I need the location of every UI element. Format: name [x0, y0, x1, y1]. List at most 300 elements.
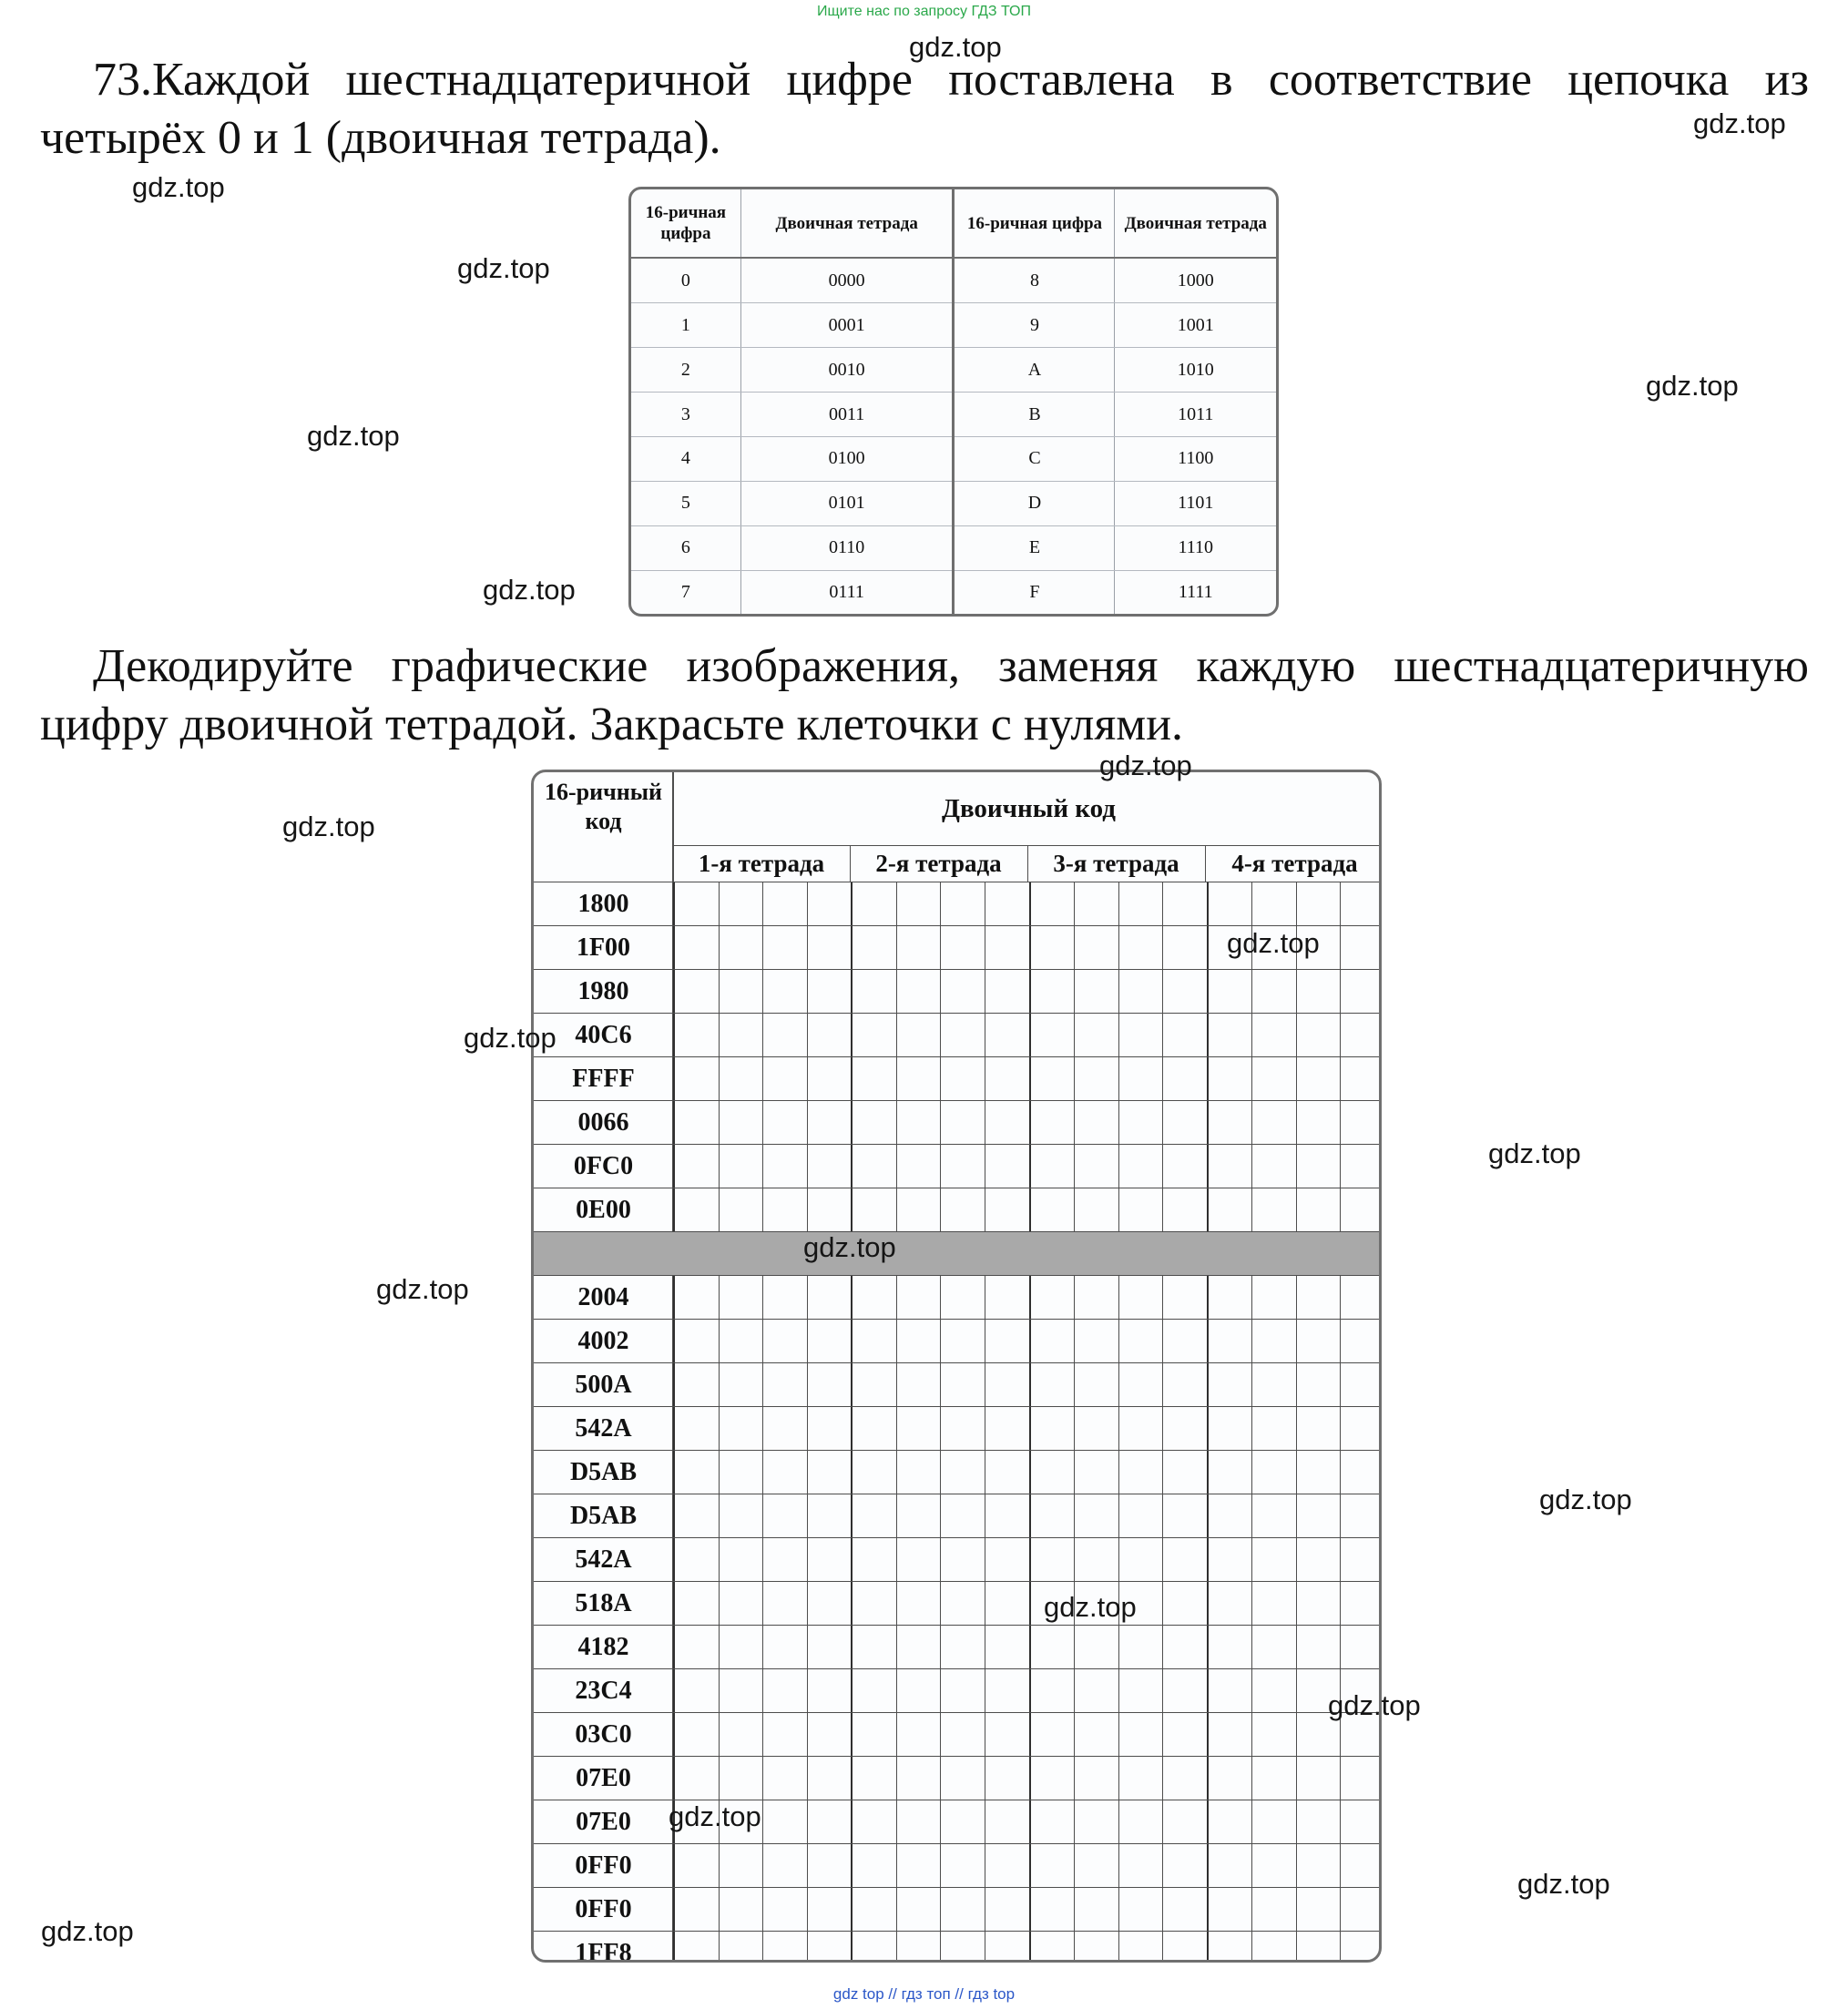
grid-cell[interactable] — [762, 1145, 807, 1188]
grid-cell[interactable] — [807, 1582, 852, 1625]
grid-cell[interactable] — [762, 1101, 807, 1144]
grid-cell[interactable] — [940, 926, 985, 969]
grid-cell[interactable] — [1074, 1276, 1118, 1319]
grid-cell[interactable] — [1207, 1451, 1252, 1494]
grid-cell[interactable] — [851, 1451, 896, 1494]
grid-cell[interactable] — [673, 1101, 719, 1144]
grid-cell[interactable] — [940, 1188, 985, 1231]
grid-cell[interactable] — [807, 1888, 852, 1931]
grid-cell[interactable] — [1118, 1757, 1163, 1800]
grid-cell[interactable] — [1074, 1757, 1118, 1800]
grid-cell[interactable] — [851, 1800, 896, 1843]
grid-cell[interactable] — [1251, 1363, 1296, 1406]
grid-cell[interactable] — [1118, 1538, 1163, 1581]
grid-cell[interactable] — [1074, 1014, 1118, 1056]
grid-cell[interactable] — [1340, 1101, 1382, 1144]
grid-cell[interactable] — [1340, 1844, 1382, 1887]
grid-cell[interactable] — [1118, 1320, 1163, 1362]
grid-cell[interactable] — [762, 926, 807, 969]
grid-cell[interactable] — [1162, 1188, 1207, 1231]
grid-cell[interactable] — [807, 1669, 852, 1712]
grid-cell[interactable] — [1162, 1145, 1207, 1188]
grid-cell[interactable] — [940, 1626, 985, 1668]
grid-cell[interactable] — [940, 1320, 985, 1362]
grid-cell[interactable] — [673, 970, 719, 1013]
grid-cell[interactable] — [807, 970, 852, 1013]
grid-cell[interactable] — [1251, 1757, 1296, 1800]
grid-cell[interactable] — [1162, 1363, 1207, 1406]
grid-cell[interactable] — [896, 1757, 941, 1800]
grid-cell[interactable] — [1074, 1407, 1118, 1450]
grid-cell[interactable] — [985, 1363, 1029, 1406]
grid-cell[interactable] — [940, 882, 985, 925]
grid-cell[interactable] — [1207, 1188, 1252, 1231]
grid-cell[interactable] — [940, 1800, 985, 1843]
grid-cell[interactable] — [1296, 1363, 1341, 1406]
grid-cell[interactable] — [1162, 1932, 1207, 1963]
grid-cell[interactable] — [807, 1320, 852, 1362]
grid-cell[interactable] — [985, 1014, 1029, 1056]
grid-cell[interactable] — [896, 1494, 941, 1537]
grid-cell[interactable] — [1340, 1757, 1382, 1800]
grid-cell[interactable] — [1207, 1363, 1252, 1406]
grid-cell[interactable] — [851, 1057, 896, 1100]
grid-cell[interactable] — [940, 1757, 985, 1800]
grid-cell[interactable] — [896, 970, 941, 1013]
grid-cell[interactable] — [762, 1188, 807, 1231]
grid-cell[interactable] — [1162, 1757, 1207, 1800]
grid-cell[interactable] — [851, 1669, 896, 1712]
grid-cell[interactable] — [762, 1276, 807, 1319]
grid-cell[interactable] — [807, 1713, 852, 1756]
grid-cell[interactable] — [851, 1626, 896, 1668]
grid-cell[interactable] — [1162, 1800, 1207, 1843]
grid-cell[interactable] — [1340, 970, 1382, 1013]
grid-cell[interactable] — [896, 926, 941, 969]
grid-cell[interactable] — [851, 1888, 896, 1931]
grid-cell[interactable] — [1162, 1844, 1207, 1887]
grid-cell[interactable] — [1207, 1101, 1252, 1144]
grid-cell[interactable] — [1029, 1888, 1075, 1931]
grid-cell[interactable] — [762, 1582, 807, 1625]
grid-cell[interactable] — [1207, 1494, 1252, 1537]
grid-cell[interactable] — [1162, 1057, 1207, 1100]
grid-cell[interactable] — [1029, 1800, 1075, 1843]
grid-cell[interactable] — [896, 1582, 941, 1625]
grid-cell[interactable] — [719, 1582, 763, 1625]
grid-cell[interactable] — [985, 1844, 1029, 1887]
grid-cell[interactable] — [1251, 1276, 1296, 1319]
grid-cell[interactable] — [807, 882, 852, 925]
grid-cell[interactable] — [807, 1407, 852, 1450]
grid-cell[interactable] — [762, 1320, 807, 1362]
grid-cell[interactable] — [940, 1582, 985, 1625]
grid-cell[interactable] — [807, 1757, 852, 1800]
grid-cell[interactable] — [1207, 1669, 1252, 1712]
grid-cell[interactable] — [985, 1320, 1029, 1362]
grid-cell[interactable] — [1162, 1669, 1207, 1712]
grid-cell[interactable] — [1162, 1713, 1207, 1756]
grid-cell[interactable] — [1029, 1145, 1075, 1188]
grid-cell[interactable] — [1340, 1276, 1382, 1319]
grid-cell[interactable] — [807, 1538, 852, 1581]
grid-cell[interactable] — [719, 1320, 763, 1362]
grid-cell[interactable] — [851, 882, 896, 925]
grid-cell[interactable] — [1207, 1407, 1252, 1450]
grid-cell[interactable] — [985, 1669, 1029, 1712]
grid-cell[interactable] — [673, 882, 719, 925]
grid-cell[interactable] — [1340, 1363, 1382, 1406]
grid-cell[interactable] — [1296, 1451, 1341, 1494]
grid-cell[interactable] — [1296, 1800, 1341, 1843]
grid-cell[interactable] — [807, 1494, 852, 1537]
grid-cell[interactable] — [807, 926, 852, 969]
grid-cell[interactable] — [1074, 1145, 1118, 1188]
grid-cell[interactable] — [896, 1713, 941, 1756]
grid-cell[interactable] — [985, 1057, 1029, 1100]
grid-cell[interactable] — [851, 1494, 896, 1537]
grid-cell[interactable] — [896, 1145, 941, 1188]
grid-cell[interactable] — [851, 1713, 896, 1756]
grid-cell[interactable] — [1340, 1057, 1382, 1100]
grid-cell[interactable] — [1340, 1407, 1382, 1450]
grid-cell[interactable] — [1207, 1057, 1252, 1100]
grid-cell[interactable] — [1074, 1538, 1118, 1581]
grid-cell[interactable] — [1118, 1451, 1163, 1494]
grid-cell[interactable] — [719, 1932, 763, 1963]
grid-cell[interactable] — [1118, 1014, 1163, 1056]
grid-cell[interactable] — [719, 882, 763, 925]
grid-cell[interactable] — [1251, 1494, 1296, 1537]
grid-cell[interactable] — [1207, 1932, 1252, 1963]
grid-cell[interactable] — [1162, 1451, 1207, 1494]
grid-cell[interactable] — [673, 1582, 719, 1625]
grid-cell[interactable] — [1074, 1101, 1118, 1144]
grid-cell[interactable] — [1251, 1101, 1296, 1144]
grid-cell[interactable] — [673, 1014, 719, 1056]
grid-cell[interactable] — [1207, 970, 1252, 1013]
grid-cell[interactable] — [719, 1538, 763, 1581]
grid-cell[interactable] — [673, 926, 719, 969]
grid-cell[interactable] — [1118, 926, 1163, 969]
grid-cell[interactable] — [1162, 1101, 1207, 1144]
grid-cell[interactable] — [1029, 1363, 1075, 1406]
grid-cell[interactable] — [940, 1844, 985, 1887]
grid-cell[interactable] — [1207, 1800, 1252, 1843]
grid-cell[interactable] — [807, 1188, 852, 1231]
grid-cell[interactable] — [940, 970, 985, 1013]
grid-cell[interactable] — [1074, 1188, 1118, 1231]
grid-cell[interactable] — [1251, 1188, 1296, 1231]
grid-cell[interactable] — [719, 1014, 763, 1056]
grid-cell[interactable] — [673, 1276, 719, 1319]
grid-cell[interactable] — [1029, 1757, 1075, 1800]
grid-cell[interactable] — [985, 1626, 1029, 1668]
grid-cell[interactable] — [851, 1101, 896, 1144]
grid-cell[interactable] — [762, 1014, 807, 1056]
grid-cell[interactable] — [1296, 1057, 1341, 1100]
grid-cell[interactable] — [1118, 1932, 1163, 1963]
grid-cell[interactable] — [1296, 1407, 1341, 1450]
grid-cell[interactable] — [985, 1276, 1029, 1319]
grid-cell[interactable] — [851, 1757, 896, 1800]
grid-cell[interactable] — [1029, 1626, 1075, 1668]
grid-cell[interactable] — [985, 1757, 1029, 1800]
grid-cell[interactable] — [851, 1538, 896, 1581]
grid-cell[interactable] — [1074, 926, 1118, 969]
grid-cell[interactable] — [719, 1101, 763, 1144]
grid-cell[interactable] — [1296, 1101, 1341, 1144]
grid-cell[interactable] — [1074, 882, 1118, 925]
grid-cell[interactable] — [985, 1188, 1029, 1231]
grid-cell[interactable] — [1118, 1713, 1163, 1756]
grid-cell[interactable] — [762, 1713, 807, 1756]
grid-cell[interactable] — [1162, 1014, 1207, 1056]
grid-cell[interactable] — [1207, 1014, 1252, 1056]
grid-cell[interactable] — [1296, 1188, 1341, 1231]
grid-cell[interactable] — [896, 1800, 941, 1843]
grid-cell[interactable] — [1074, 1713, 1118, 1756]
grid-cell[interactable] — [1029, 1538, 1075, 1581]
grid-cell[interactable] — [1074, 1494, 1118, 1537]
grid-cell[interactable] — [985, 1101, 1029, 1144]
grid-cell[interactable] — [1340, 1932, 1382, 1963]
grid-cell[interactable] — [1118, 970, 1163, 1013]
grid-cell[interactable] — [940, 1669, 985, 1712]
grid-cell[interactable] — [1162, 1626, 1207, 1668]
grid-cell[interactable] — [673, 1713, 719, 1756]
grid-cell[interactable] — [851, 1276, 896, 1319]
grid-cell[interactable] — [719, 1713, 763, 1756]
grid-cell[interactable] — [807, 1014, 852, 1056]
grid-cell[interactable] — [1118, 1494, 1163, 1537]
grid-cell[interactable] — [1340, 1626, 1382, 1668]
grid-cell[interactable] — [851, 1188, 896, 1231]
grid-cell[interactable] — [940, 1932, 985, 1963]
grid-cell[interactable] — [940, 1713, 985, 1756]
grid-cell[interactable] — [673, 1145, 719, 1188]
grid-cell[interactable] — [673, 1363, 719, 1406]
grid-cell[interactable] — [851, 1145, 896, 1188]
grid-cell[interactable] — [851, 1363, 896, 1406]
grid-cell[interactable] — [1296, 1145, 1341, 1188]
grid-cell[interactable] — [762, 1451, 807, 1494]
grid-cell[interactable] — [940, 1363, 985, 1406]
grid-cell[interactable] — [1074, 1626, 1118, 1668]
grid-cell[interactable] — [940, 1407, 985, 1450]
grid-cell[interactable] — [985, 1582, 1029, 1625]
grid-cell[interactable] — [1118, 1363, 1163, 1406]
grid-cell[interactable] — [762, 1363, 807, 1406]
grid-cell[interactable] — [896, 882, 941, 925]
grid-cell[interactable] — [1340, 1888, 1382, 1931]
grid-cell[interactable] — [1340, 926, 1382, 969]
grid-cell[interactable] — [851, 1014, 896, 1056]
grid-cell[interactable] — [1118, 1407, 1163, 1450]
grid-cell[interactable] — [673, 1407, 719, 1450]
grid-cell[interactable] — [762, 1932, 807, 1963]
grid-cell[interactable] — [1029, 1188, 1075, 1231]
grid-cell[interactable] — [1029, 1101, 1075, 1144]
grid-cell[interactable] — [1162, 1494, 1207, 1537]
grid-cell[interactable] — [896, 1276, 941, 1319]
grid-cell[interactable] — [1207, 1888, 1252, 1931]
grid-cell[interactable] — [1029, 1276, 1075, 1319]
grid-cell[interactable] — [1251, 1669, 1296, 1712]
grid-cell[interactable] — [1029, 970, 1075, 1013]
grid-cell[interactable] — [1340, 1451, 1382, 1494]
grid-cell[interactable] — [1340, 1320, 1382, 1362]
grid-cell[interactable] — [719, 1145, 763, 1188]
grid-cell[interactable] — [762, 1800, 807, 1843]
grid-cell[interactable] — [1029, 1494, 1075, 1537]
grid-cell[interactable] — [896, 1669, 941, 1712]
grid-cell[interactable] — [1251, 1888, 1296, 1931]
grid-cell[interactable] — [673, 1626, 719, 1668]
grid-cell[interactable] — [1162, 1320, 1207, 1362]
grid-cell[interactable] — [1340, 1538, 1382, 1581]
grid-cell[interactable] — [1118, 1888, 1163, 1931]
grid-cell[interactable] — [1029, 1014, 1075, 1056]
grid-cell[interactable] — [762, 1538, 807, 1581]
grid-cell[interactable] — [985, 1713, 1029, 1756]
grid-cell[interactable] — [807, 1932, 852, 1963]
grid-cell[interactable] — [1340, 1494, 1382, 1537]
grid-cell[interactable] — [807, 1101, 852, 1144]
grid-cell[interactable] — [1029, 1451, 1075, 1494]
grid-cell[interactable] — [673, 1844, 719, 1887]
grid-cell[interactable] — [1251, 1844, 1296, 1887]
grid-cell[interactable] — [1296, 1014, 1341, 1056]
grid-cell[interactable] — [1296, 1276, 1341, 1319]
grid-cell[interactable] — [1029, 1932, 1075, 1963]
grid-cell[interactable] — [1162, 926, 1207, 969]
grid-cell[interactable] — [762, 1494, 807, 1537]
grid-cell[interactable] — [807, 1057, 852, 1100]
grid-cell[interactable] — [719, 1363, 763, 1406]
grid-cell[interactable] — [1118, 1844, 1163, 1887]
grid-cell[interactable] — [851, 1407, 896, 1450]
grid-cell[interactable] — [1340, 1188, 1382, 1231]
grid-cell[interactable] — [985, 926, 1029, 969]
grid-cell[interactable] — [1118, 1188, 1163, 1231]
grid-cell[interactable] — [985, 1407, 1029, 1450]
grid-cell[interactable] — [1296, 970, 1341, 1013]
grid-cell[interactable] — [851, 1582, 896, 1625]
grid-cell[interactable] — [1029, 1407, 1075, 1450]
grid-cell[interactable] — [719, 1188, 763, 1231]
grid-cell[interactable] — [851, 926, 896, 969]
grid-cell[interactable] — [1074, 1363, 1118, 1406]
grid-cell[interactable] — [896, 1451, 941, 1494]
grid-cell[interactable] — [1029, 1713, 1075, 1756]
grid-cell[interactable] — [762, 1888, 807, 1931]
grid-cell[interactable] — [1340, 1800, 1382, 1843]
grid-cell[interactable] — [1251, 882, 1296, 925]
grid-cell[interactable] — [896, 1101, 941, 1144]
grid-cell[interactable] — [1207, 1713, 1252, 1756]
grid-cell[interactable] — [940, 1101, 985, 1144]
grid-cell[interactable] — [1296, 1757, 1341, 1800]
grid-cell[interactable] — [1207, 1626, 1252, 1668]
grid-cell[interactable] — [807, 1276, 852, 1319]
grid-cell[interactable] — [851, 1932, 896, 1963]
grid-cell[interactable] — [807, 1363, 852, 1406]
grid-cell[interactable] — [940, 1145, 985, 1188]
grid-cell[interactable] — [896, 1057, 941, 1100]
grid-cell[interactable] — [719, 1844, 763, 1887]
grid-cell[interactable] — [896, 1932, 941, 1963]
grid-cell[interactable] — [762, 1057, 807, 1100]
grid-cell[interactable] — [1207, 1844, 1252, 1887]
grid-cell[interactable] — [719, 926, 763, 969]
grid-cell[interactable] — [1251, 970, 1296, 1013]
grid-cell[interactable] — [940, 1888, 985, 1931]
grid-cell[interactable] — [1340, 882, 1382, 925]
grid-cell[interactable] — [1162, 882, 1207, 925]
grid-cell[interactable] — [896, 1538, 941, 1581]
grid-cell[interactable] — [719, 1276, 763, 1319]
grid-cell[interactable] — [1118, 882, 1163, 925]
grid-cell[interactable] — [985, 1451, 1029, 1494]
grid-cell[interactable] — [1074, 1800, 1118, 1843]
grid-cell[interactable] — [673, 1932, 719, 1963]
grid-cell[interactable] — [985, 1932, 1029, 1963]
grid-cell[interactable] — [985, 1145, 1029, 1188]
grid-cell[interactable] — [673, 1669, 719, 1712]
grid-cell[interactable] — [896, 1844, 941, 1887]
grid-cell[interactable] — [1296, 1538, 1341, 1581]
grid-cell[interactable] — [896, 1188, 941, 1231]
grid-cell[interactable] — [673, 1494, 719, 1537]
grid-cell[interactable] — [985, 882, 1029, 925]
grid-cell[interactable] — [1251, 1538, 1296, 1581]
grid-cell[interactable] — [807, 1626, 852, 1668]
grid-cell[interactable] — [673, 1188, 719, 1231]
grid-cell[interactable] — [673, 1320, 719, 1362]
grid-cell[interactable] — [1251, 1407, 1296, 1450]
grid-cell[interactable] — [1118, 1626, 1163, 1668]
grid-cell[interactable] — [851, 1320, 896, 1362]
grid-cell[interactable] — [1296, 1626, 1341, 1668]
grid-cell[interactable] — [985, 1494, 1029, 1537]
grid-cell[interactable] — [1118, 1276, 1163, 1319]
grid-cell[interactable] — [1207, 1276, 1252, 1319]
grid-cell[interactable] — [807, 1844, 852, 1887]
grid-cell[interactable] — [762, 1626, 807, 1668]
grid-cell[interactable] — [762, 1669, 807, 1712]
grid-cell[interactable] — [1207, 1145, 1252, 1188]
grid-cell[interactable] — [1029, 1669, 1075, 1712]
grid-cell[interactable] — [1118, 1101, 1163, 1144]
grid-cell[interactable] — [1296, 1932, 1341, 1963]
grid-cell[interactable] — [985, 1888, 1029, 1931]
grid-cell[interactable] — [1251, 1451, 1296, 1494]
grid-cell[interactable] — [1162, 1276, 1207, 1319]
grid-cell[interactable] — [1340, 1582, 1382, 1625]
grid-cell[interactable] — [1207, 1757, 1252, 1800]
grid-cell[interactable] — [896, 1320, 941, 1362]
grid-cell[interactable] — [1074, 1451, 1118, 1494]
grid-cell[interactable] — [940, 1494, 985, 1537]
grid-cell[interactable] — [762, 1757, 807, 1800]
grid-cell[interactable] — [940, 1276, 985, 1319]
grid-cell[interactable] — [1251, 1582, 1296, 1625]
grid-cell[interactable] — [1251, 1014, 1296, 1056]
grid-cell[interactable] — [762, 1407, 807, 1450]
grid-cell[interactable] — [1251, 1626, 1296, 1668]
grid-cell[interactable] — [719, 1669, 763, 1712]
